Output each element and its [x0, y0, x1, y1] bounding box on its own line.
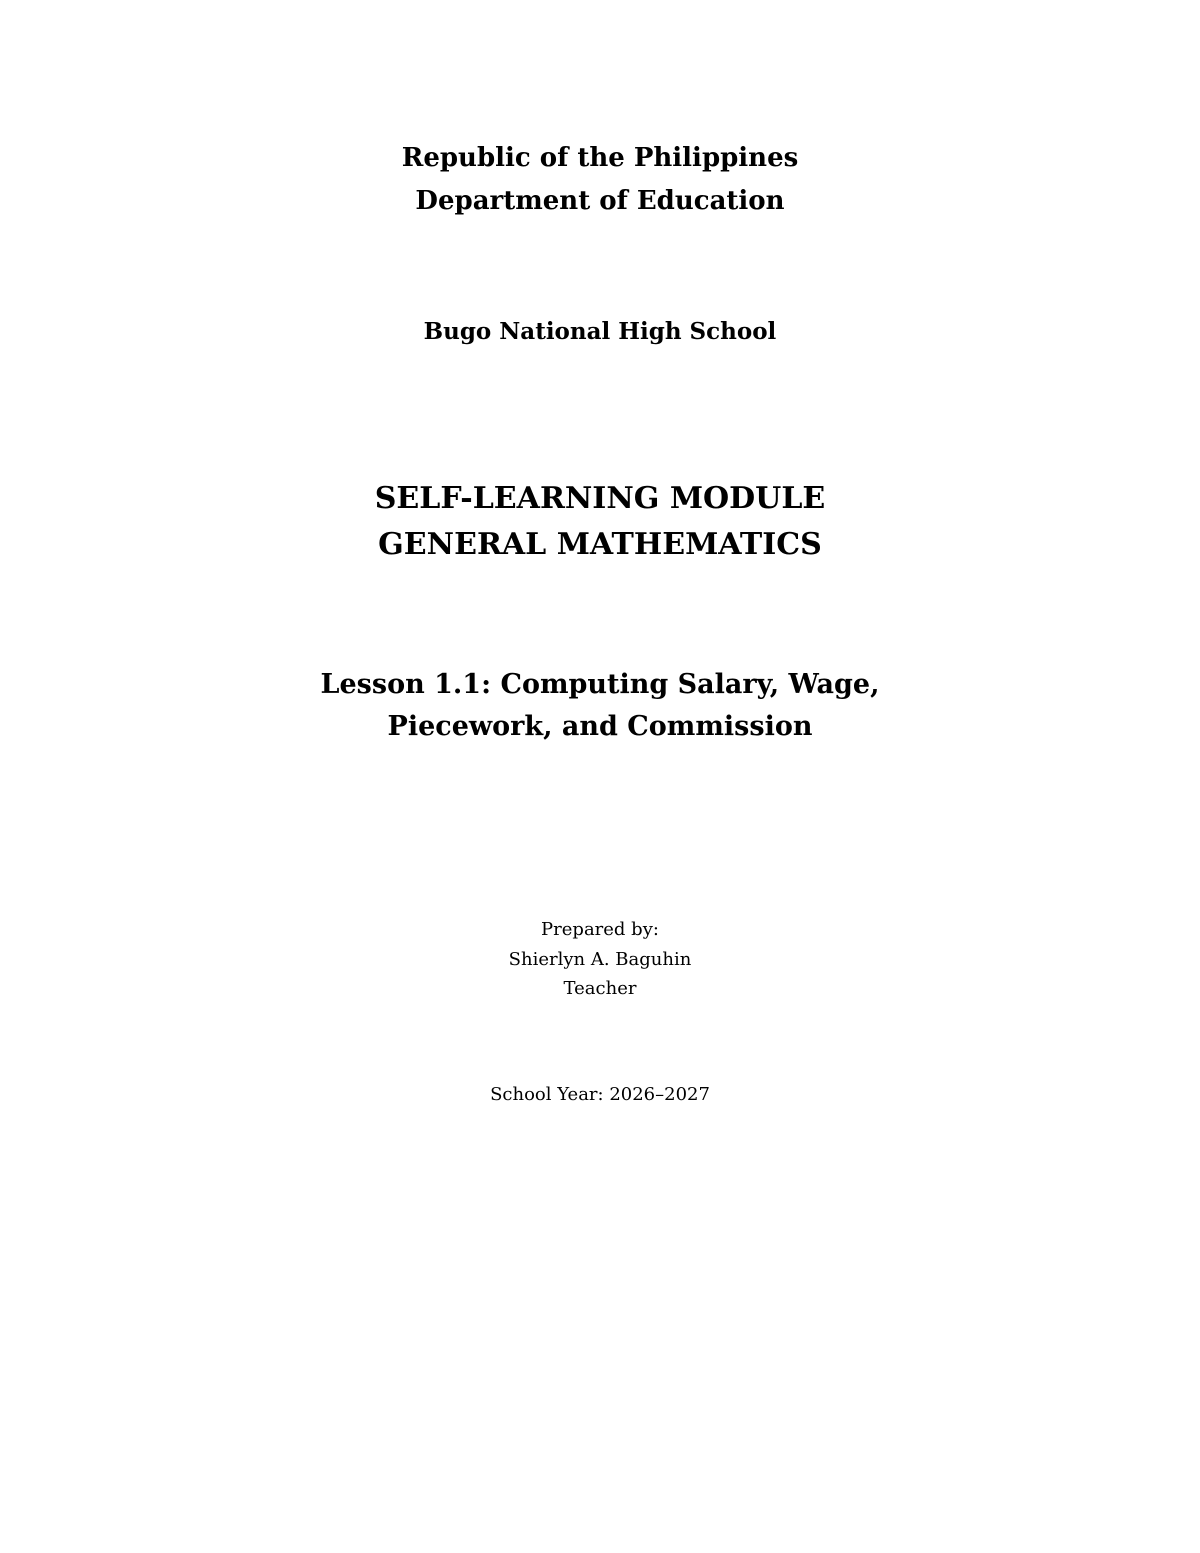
country-heading: Republic of the Philippines: [401, 143, 799, 173]
module-subject-title: GENERAL MATHEMATICS: [378, 527, 822, 562]
school-year: School Year: 2026–2027: [490, 1084, 710, 1105]
author-name: Shierlyn A. Baguhin: [508, 949, 692, 970]
school-name: Bugo National High School: [423, 318, 777, 345]
department-heading: Department of Education: [415, 186, 785, 216]
prepared-by-label: Prepared by:: [541, 919, 659, 940]
module-type-title: SELF-LEARNING MODULE: [374, 481, 826, 516]
lesson-title-line1: Lesson 1.1: Computing Salary, Wage,: [320, 669, 880, 700]
lesson-title-line2: Piecework, and Commission: [387, 711, 813, 742]
author-role: Teacher: [563, 978, 637, 999]
